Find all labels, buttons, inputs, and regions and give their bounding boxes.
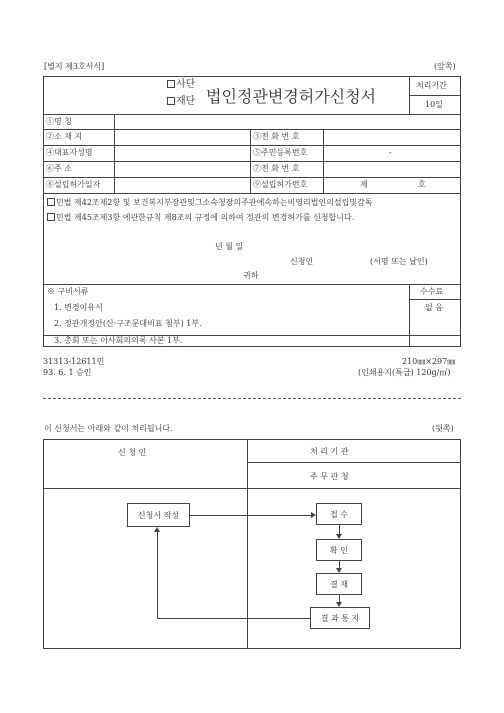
arrow-right-icon: [311, 512, 316, 518]
location-field[interactable]: [116, 131, 248, 143]
document-item: 2. 정관개정안(신·구조문대비표 첨부) 1부.: [54, 319, 202, 328]
applicant-label: 신청인: [290, 257, 314, 266]
flow-step-receive: 접 수: [316, 503, 362, 525]
arrow-down-icon: [336, 602, 342, 607]
form-title: 법인정관변경허가신청서: [206, 87, 377, 106]
checkbox-icon: [167, 80, 175, 88]
permit-no-label: ⑨설립허가번호: [253, 180, 308, 189]
flow-return-line: [157, 618, 310, 619]
permit-date-field[interactable]: [116, 179, 248, 191]
name-field[interactable]: [116, 116, 458, 128]
approval-date: 93. 6. 1 승인: [43, 368, 92, 377]
flow-applicant-box: [127, 503, 190, 527]
checkbox-option-sadan[interactable]: 사단: [167, 80, 195, 90]
permit-no-ho: 호: [418, 180, 426, 189]
checkbox-icon[interactable]: [47, 213, 55, 221]
flow-connector: [190, 515, 311, 516]
form-code: 31313-12611민: [43, 357, 105, 366]
phone2-label: ⑦전 화 번 호: [253, 164, 300, 173]
col-processing: 처 리 기 관: [310, 447, 349, 456]
permit-no-je: 제: [360, 180, 368, 189]
phone1-label: ③전 화 번 호: [253, 132, 300, 141]
form-number: [별지 제3호서식]: [44, 62, 105, 71]
addressee: 귀하: [243, 271, 259, 280]
checkbox-icon: [167, 97, 175, 105]
page-side-back: (뒷쪽): [432, 424, 454, 433]
documents-title: ※ 구비서류: [47, 287, 89, 296]
resident-no-label: ⑤주민등록번호: [253, 148, 308, 157]
permit-date-label: ⑧설립허가일자: [46, 180, 101, 189]
checkbox-option-jaedan[interactable]: 재단: [167, 97, 195, 107]
col-applicant: 신 청 인: [118, 448, 147, 457]
rep-name-field[interactable]: [116, 147, 248, 159]
processing-period-label: 처리기간: [416, 81, 447, 90]
date-line: 년 월 일: [215, 242, 244, 251]
fee-label: 수수료: [420, 287, 444, 296]
resident-no-dash: -: [389, 148, 392, 157]
flow-step-confirm: 확 인: [316, 539, 362, 561]
processing-period-value: 10일: [425, 100, 443, 109]
arrow-down-icon: [336, 534, 342, 539]
document-item: 3. 총회 또는 이사회의의록 사본 1부.: [54, 336, 183, 345]
arrow-up-icon: [154, 527, 160, 532]
checkbox-icon[interactable]: [47, 198, 55, 206]
paper-size: 210㎜×297㎜: [402, 357, 456, 366]
legal-basis-line1: 민법 제42조제2항 및 보건복지부장관및그소속청장의주관에속하는비영리법인의설립및감독: [47, 198, 373, 207]
name-label: ①명 칭: [46, 117, 72, 126]
address-label: ⑥주 소: [46, 164, 72, 173]
paper-type: (인쇄용지(특급) 120g/㎡): [358, 368, 451, 377]
phone2-field[interactable]: [325, 163, 459, 175]
fee-value: 없 음: [425, 303, 443, 312]
flow-step-approve: 결 재: [316, 573, 362, 595]
page-side-front: (앞쪽): [434, 62, 456, 71]
signature-label: (서명 또는 날인): [370, 257, 428, 266]
arrow-down-icon: [336, 568, 342, 573]
back-intro: 이 신청서는 아래와 같이 처리됩니다.: [44, 424, 173, 433]
location-label: ②소 재 지: [46, 132, 83, 141]
col-authority: 주 무 관 청: [310, 472, 349, 481]
document-item: 1. 변경이유서: [54, 303, 103, 312]
cut-line: [43, 398, 461, 399]
legal-basis-line2: 민법 제45조제3항 에관한규칙 제8조의 규정에 의하여 정관의 변경허가를 신청합니다.: [47, 213, 354, 222]
rep-name-label: ④대표자성명: [46, 148, 93, 157]
flow-step-notify: 결 과 통 지: [310, 607, 370, 629]
flow-applicant-label: 신청서 작성: [137, 510, 180, 520]
address-field[interactable]: [116, 163, 248, 175]
phone1-field[interactable]: [325, 131, 459, 143]
